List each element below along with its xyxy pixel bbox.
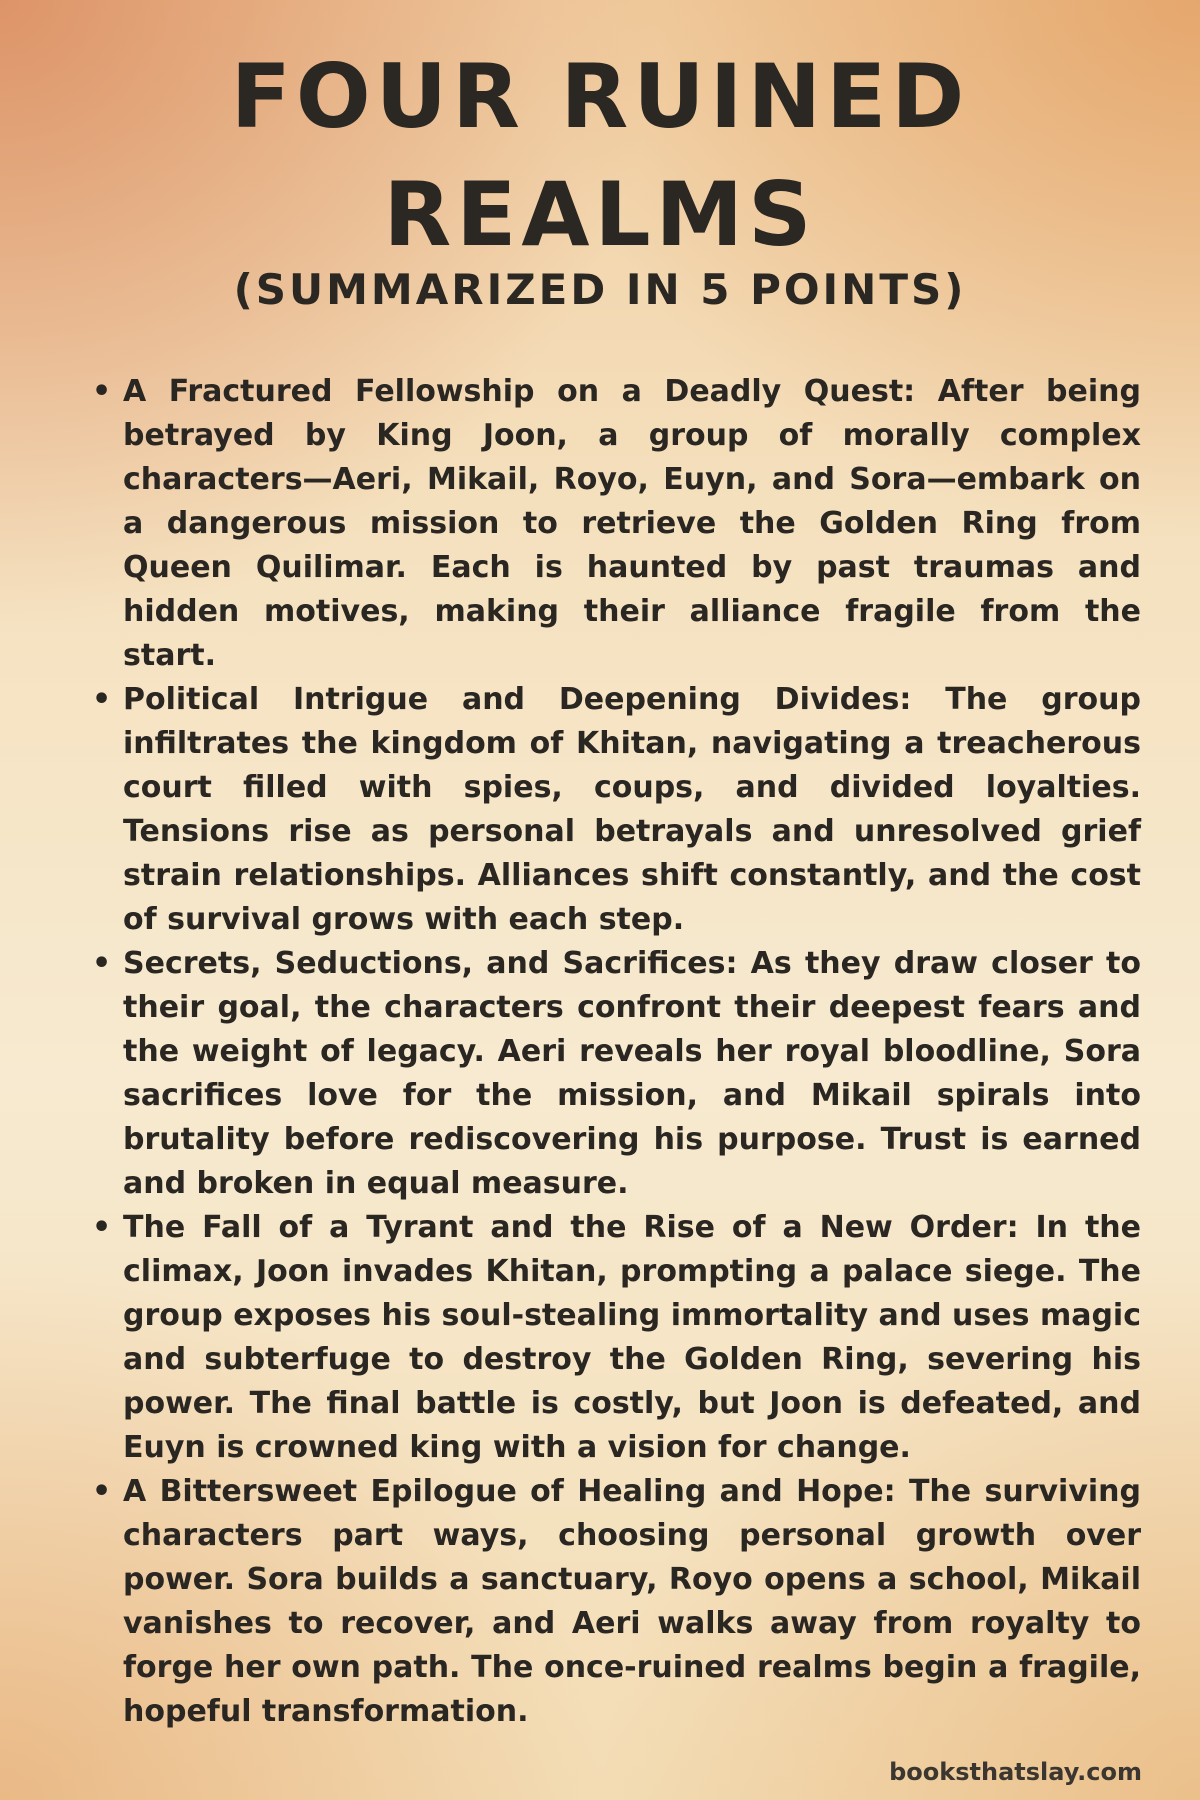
page-subtitle: (SUMMARIZED IN 5 POINTS) (233, 265, 967, 314)
bullet-icon: • (92, 682, 112, 717)
bullet-icon: • (92, 1210, 112, 1245)
summary-point-text: Political Intrigue and Deepening Divides: The group infiltrates the kingdom of Khitan, navigating a treacherous court filled with spies, coups, and divided loyalties. Tensions rise as personal betrayals and unresolved grief strain relationships. Alliances shift constantly, and the cost of survival grows with each step. (123, 682, 1141, 937)
summary-point-text: The Fall of a Tyrant and the Rise of a New Order: In the climax, Joon invades Khitan, prompting a palace siege. The group exposes his soul-stealing immortality and uses magic and subterfuge to destroy the Golden Ring, severing his power. The final battle is costly, but Joon is defeated, and Euyn is crowned king with a vision for change. (123, 1210, 1141, 1465)
summary-point-text: Secrets, Seductions, and Sacrifices: As they draw closer to their goal, the characters confront their deepest fears and the weight of legacy. Aeri reveals her royal bloodline, Sora sacrifices love for the mission, and Mikail spirals into brutality before rediscovering his purpose. Trust is earned and broken in equal measure. (123, 946, 1141, 1201)
summary-point (88, 370, 1141, 678)
summary-points-list (88, 370, 1141, 1734)
summary-point (88, 942, 1141, 1206)
bullet-icon: • (92, 374, 112, 409)
summary-point-text: A Bittersweet Epilogue of Healing and Hope: The surviving characters part ways, choosing personal growth over power. Sora builds a sanctuary, Royo opens a school, Mikail vanishes to recover, and Aeri walks away from royalty to forge her own path. The once-ruined realms begin a fragile, hopeful transformation. (123, 1474, 1141, 1729)
summary-point (88, 1470, 1141, 1734)
summary-point (88, 1206, 1141, 1470)
bullet-icon: • (92, 1474, 112, 1509)
bullet-icon: • (92, 946, 112, 981)
source-watermark: booksthatslay.com (889, 1758, 1142, 1786)
summary-point-text: A Fractured Fellowship on a Deadly Quest: After being betrayed by King Joon, a group of morally complex characters—Aeri, Mikail, Royo, Euyn, and Sora—embark on a dangerous mission to retrieve the Golden Ring from Queen Quilimar. Each is haunted by past traumas and hidden motives, making their alliance fragile from the start. (123, 374, 1141, 673)
summary-point (88, 678, 1141, 942)
page-title: FOUR RUINED REALMS (230, 45, 970, 266)
